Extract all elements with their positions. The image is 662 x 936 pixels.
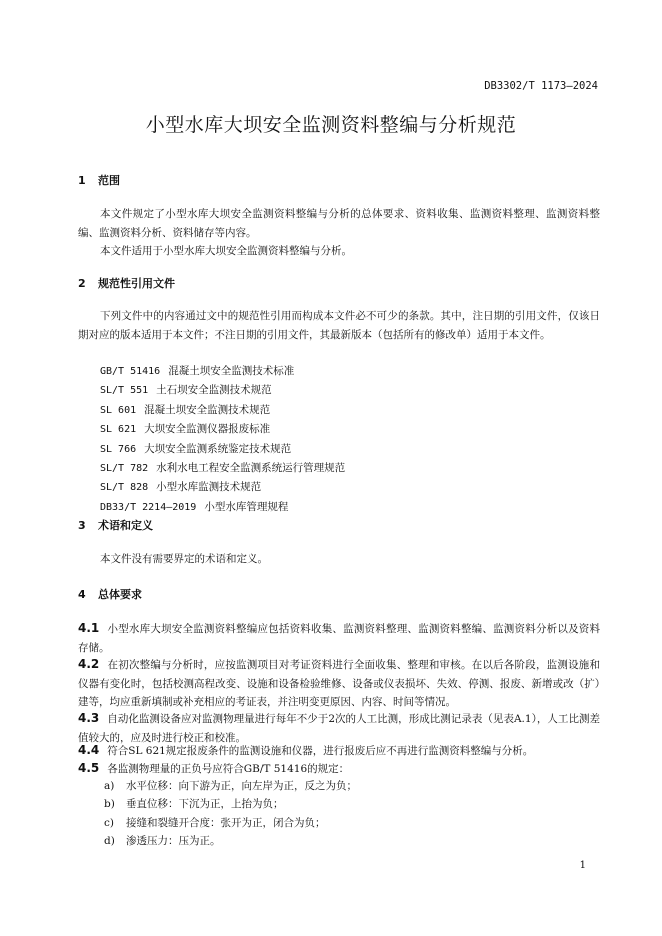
section-2-paragraph: 下列文件中的内容通过文中的规范性引用而构成本文件必不可少的条款。其中，注日期的引用文件，仅该日期对应的版本适用于本文件；不注日期的引用文件，其最新版本（包括所有的修改单）适用于本文件。 — [78, 310, 600, 341]
clause-number: 4.4 — [78, 743, 100, 757]
reference-code: SL 766 — [100, 443, 137, 455]
reference-item — [100, 459, 600, 478]
list-item-label: b) — [104, 798, 115, 811]
clause-text: 各监测物理量的正负号应符合GB/T 51416的规定： — [107, 763, 350, 775]
clause-number: 4.5 — [78, 761, 100, 775]
reference-title: 混凝土坝安全监测技术标准 — [168, 365, 295, 377]
section-title: 总体要求 — [98, 588, 142, 601]
clause-text: 小型水库大坝安全监测资料整编应包括资料收集、监测资料整理、监测资料整编、监测资料分析以及资料存储。 — [78, 623, 600, 654]
clause-text: 符合SL 621规定报废条件的监测设施和仪器，进行报废后应不再进行监测资料整编与分析。 — [107, 745, 534, 757]
section-4-heading — [78, 586, 142, 602]
section-number: 1 — [78, 174, 86, 187]
list-item-text: 渗透压力：压为正。 — [126, 835, 221, 848]
list-item-label: c) — [104, 816, 114, 829]
clause-number: 4.1 — [78, 621, 100, 635]
reference-code: GB/T 51416 — [100, 366, 161, 377]
clause-4-4 — [78, 741, 600, 761]
reference-title: 混凝土坝安全监测技术规范 — [144, 403, 271, 416]
reference-code: SL/T 828 — [100, 482, 149, 494]
section-title: 术语和定义 — [98, 519, 153, 532]
section-2-heading — [78, 275, 175, 291]
sign-convention-list — [104, 777, 600, 851]
reference-title: 小型水库监测技术规范 — [156, 481, 262, 494]
reference-code: SL 621 — [100, 424, 137, 436]
reference-title: 大坝安全监测系统鉴定技术规范 — [144, 442, 292, 455]
page-number: 1 — [579, 860, 586, 871]
section-3-heading — [78, 517, 153, 533]
reference-code: SL/T 551 — [100, 385, 149, 397]
list-item — [104, 777, 600, 795]
clause-4-1 — [78, 619, 600, 657]
section-title: 范围 — [98, 174, 120, 187]
clause-4-2 — [78, 655, 600, 712]
section-1-heading — [78, 172, 120, 188]
section-number: 4 — [78, 588, 86, 601]
reference-title: 土石坝安全监测技术规范 — [156, 384, 272, 397]
list-item-label: d) — [104, 835, 115, 848]
list-item-text: 垂直位移：下沉为正，上抬为负； — [126, 798, 284, 811]
reference-item — [100, 401, 600, 420]
section-number: 2 — [78, 277, 86, 290]
section-3-paragraph: 本文件没有需要界定的术语和定义。 — [100, 553, 268, 565]
clause-number: 4.2 — [78, 657, 100, 671]
reference-code: SL 601 — [100, 404, 137, 416]
reference-code: DB33/T 2214—2019 — [100, 501, 197, 513]
reference-item — [100, 362, 600, 381]
list-item-label: a) — [104, 780, 115, 792]
list-item — [104, 814, 600, 832]
section-1-paragraph-2: 本文件适用于小型水库大坝安全监测资料整编与分析。 — [100, 245, 352, 257]
section-1-paragraph-1: 本文件规定了小型水库大坝安全监测资料整编与分析的总体要求、资料收集、监测资料整理、监测资料整编、监测资料分析、资料储存等内容。 — [78, 208, 600, 239]
list-item — [104, 832, 600, 850]
reference-title: 小型水库管理规程 — [204, 500, 289, 513]
reference-list — [100, 362, 600, 517]
clause-text: 在初次整编与分析时，应按监测项目对考证资料进行全面收集、整理和审核。在以后各阶段，监测设施和仪器有变化时，包括校测高程改变、设施和设备检验维修、设备或仪表损坏、失效、停测、报废、新增或改（扩）建等，均应重新填制或补充相应的考证表，并注明变更原因、内容、时间等情况。 — [78, 659, 600, 709]
reference-item — [100, 498, 600, 517]
document-code: DB3302/T 1173—2024 — [484, 80, 598, 92]
list-item — [104, 795, 600, 813]
list-item-text: 水平位移：向下游为正，向左岸为正，反之为负； — [126, 780, 357, 792]
reference-code: SL/T 782 — [100, 463, 149, 475]
reference-title: 大坝安全监测仪器报废标准 — [144, 423, 271, 436]
document-title: 小型水库大坝安全监测资料整编与分析规范 — [145, 114, 517, 136]
reference-item — [100, 381, 600, 400]
list-item-text: 接缝和裂缝开合度：张开为正，闭合为负； — [126, 816, 326, 829]
clause-text: 自动化监测设备应对监测物理量进行每年不少于2次的人工比测，形成比测记录表（见表A.1），人工比测差值较大的，应及时进行校正和校准。 — [78, 713, 600, 744]
reference-item — [100, 478, 600, 497]
reference-item — [100, 440, 600, 459]
reference-title: 水利水电工程安全监测系统运行管理规范 — [156, 462, 346, 475]
reference-item — [100, 420, 600, 439]
section-number: 3 — [78, 519, 86, 532]
section-title: 规范性引用文件 — [98, 277, 175, 290]
clause-4-5 — [78, 759, 600, 779]
clause-number: 4.3 — [78, 711, 100, 725]
